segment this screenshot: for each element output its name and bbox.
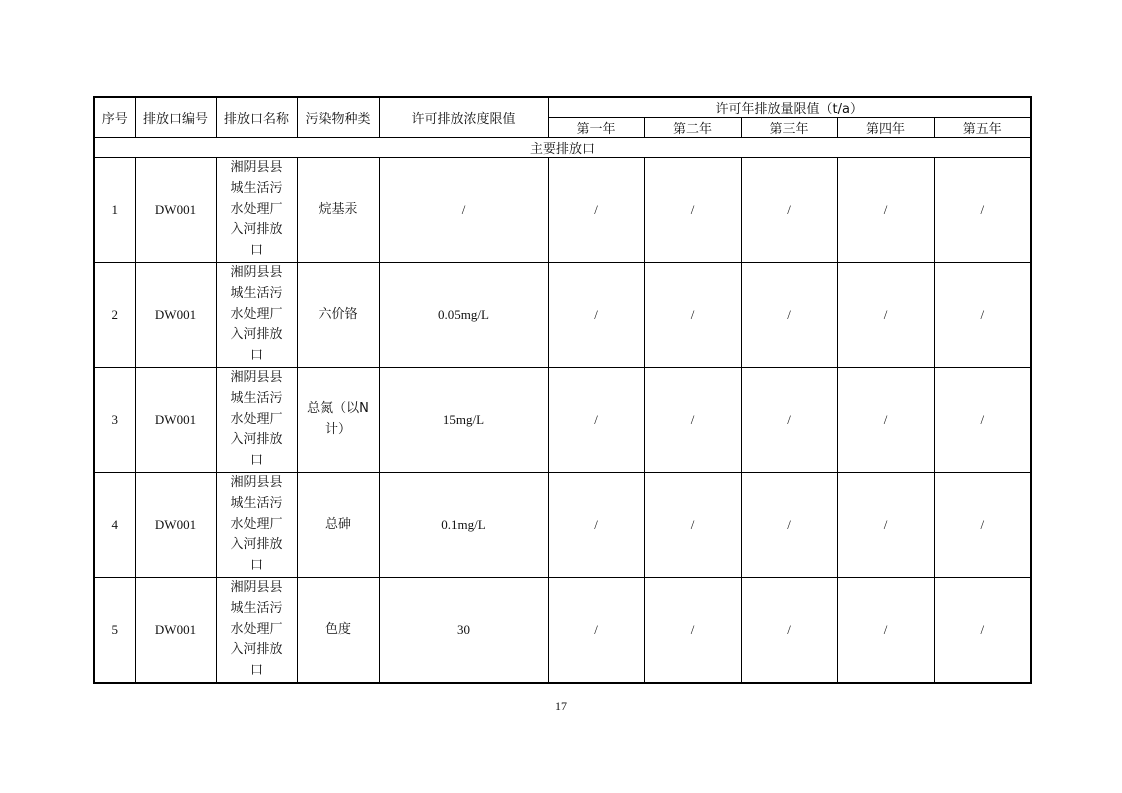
cell-outlet-code: DW001 xyxy=(135,577,216,682)
cell-pollutant xyxy=(297,367,379,472)
cell-pollutant xyxy=(297,577,379,682)
cell-year-4: / xyxy=(837,367,934,472)
header-outlet-code: 排放口编号 xyxy=(135,97,216,138)
cell-seq: 4 xyxy=(94,472,135,577)
header-concentration-limit: 许可排放浓度限值 xyxy=(379,97,548,138)
cell-year-1: / xyxy=(548,472,644,577)
cell-pollutant xyxy=(297,472,379,577)
cell-outlet-name xyxy=(216,262,297,367)
cell-pollutant-text: 总氮（以N计） xyxy=(307,401,369,437)
cell-outlet-name xyxy=(216,577,297,682)
cell-outlet-name xyxy=(216,472,297,577)
cell-year-4: / xyxy=(837,577,934,682)
header-year-3: 第三年 xyxy=(741,118,837,138)
table-row xyxy=(94,158,1031,263)
permit-limits-table xyxy=(93,96,1032,684)
cell-outlet-code: DW001 xyxy=(135,367,216,472)
header-seq: 序号 xyxy=(94,97,135,138)
cell-year-4: / xyxy=(837,472,934,577)
section-title-main-outlet: 主要排放口 xyxy=(94,138,1031,158)
cell-concentration: 15mg/L xyxy=(379,367,548,472)
header-year-5: 第五年 xyxy=(934,118,1031,138)
header-pollutant: 污染物种类 xyxy=(297,97,379,138)
cell-outlet-code: DW001 xyxy=(135,262,216,367)
cell-outlet-code: DW001 xyxy=(135,158,216,263)
cell-seq: 1 xyxy=(94,158,135,263)
cell-outlet-code: DW001 xyxy=(135,472,216,577)
header-year-1: 第一年 xyxy=(548,118,644,138)
cell-concentration: 0.1mg/L xyxy=(379,472,548,577)
cell-year-4: / xyxy=(837,158,934,263)
header-year-4: 第四年 xyxy=(837,118,934,138)
cell-outlet-name xyxy=(216,367,297,472)
page-number: 17 xyxy=(555,699,567,713)
cell-concentration: / xyxy=(379,158,548,263)
cell-year-4: / xyxy=(837,262,934,367)
table-row xyxy=(94,262,1031,367)
cell-year-3: / xyxy=(741,472,837,577)
header-year-2: 第二年 xyxy=(644,118,741,138)
cell-year-3: / xyxy=(741,577,837,682)
cell-year-2: / xyxy=(644,158,741,263)
cell-concentration: 0.05mg/L xyxy=(379,262,548,367)
header-outlet-name: 排放口名称 xyxy=(216,97,297,138)
table-row xyxy=(94,472,1031,577)
cell-pollutant xyxy=(297,262,379,367)
cell-year-1: / xyxy=(548,262,644,367)
cell-year-2: / xyxy=(644,577,741,682)
cell-outlet-name-text: 湘阴县县城生活污水处理厂入河排放口 xyxy=(230,369,283,469)
table-row xyxy=(94,577,1031,682)
header-annual-emission-limit: 许可年排放量限值（t/a） xyxy=(548,97,1031,118)
cell-year-2: / xyxy=(644,262,741,367)
cell-outlet-name-text: 湘阴县县城生活污水处理厂入河排放口 xyxy=(230,160,283,259)
table-row xyxy=(94,367,1031,472)
cell-pollutant-text: 色度 xyxy=(324,621,351,637)
cell-pollutant-text: 烷基汞 xyxy=(318,201,358,217)
cell-pollutant-text: 六价铬 xyxy=(318,306,358,322)
cell-seq: 2 xyxy=(94,262,135,367)
cell-concentration: 30 xyxy=(379,577,548,682)
cell-seq: 3 xyxy=(94,367,135,472)
cell-year-2: / xyxy=(644,367,741,472)
cell-year-5: / xyxy=(934,367,1031,472)
cell-year-5: / xyxy=(934,262,1031,367)
cell-outlet-name-text: 湘阴县县城生活污水处理厂入河排放口 xyxy=(230,264,283,364)
cell-outlet-name-text: 湘阴县县城生活污水处理厂入河排放口 xyxy=(230,474,283,574)
cell-year-1: / xyxy=(548,577,644,682)
cell-year-3: / xyxy=(741,158,837,263)
cell-seq: 5 xyxy=(94,577,135,682)
cell-outlet-name xyxy=(216,158,297,263)
cell-year-3: / xyxy=(741,262,837,367)
cell-pollutant-text: 总砷 xyxy=(324,516,351,532)
cell-year-5: / xyxy=(934,158,1031,263)
cell-pollutant xyxy=(297,158,379,263)
cell-year-5: / xyxy=(934,472,1031,577)
cell-year-5: / xyxy=(934,577,1031,682)
cell-year-3: / xyxy=(741,367,837,472)
cell-year-2: / xyxy=(644,472,741,577)
cell-outlet-name-text: 湘阴县县城生活污水处理厂入河排放口 xyxy=(230,579,283,679)
cell-year-1: / xyxy=(548,367,644,472)
cell-year-1: / xyxy=(548,158,644,263)
